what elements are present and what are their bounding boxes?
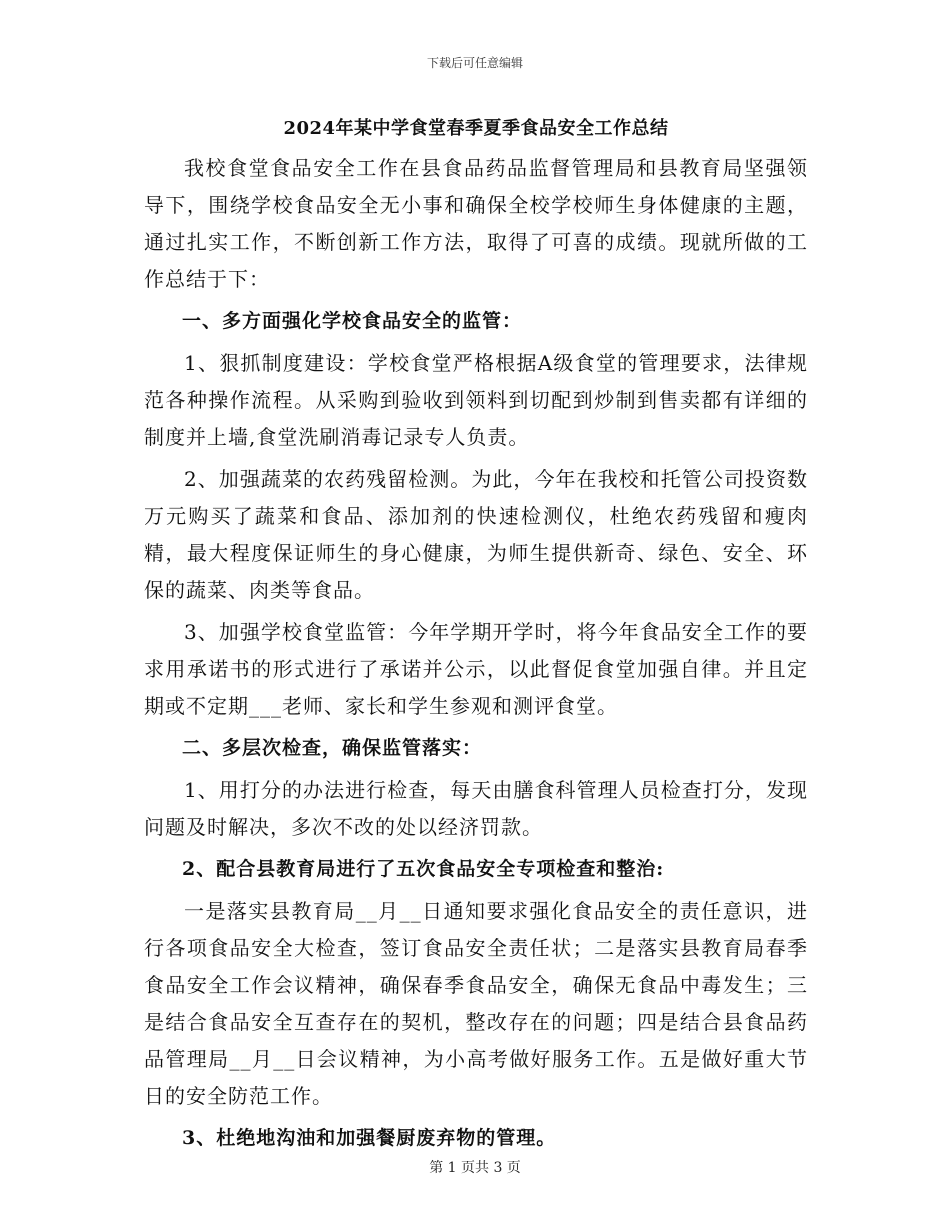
paragraph-2-1: 1、用打分的办法进行检查，每天由膳食科管理人员检查打分，发现问题及时解决，多次不改的处以经济罚款。	[144, 778, 808, 839]
paragraph-1-3: 3、加强学校食堂监管：今年学期开学时，将今年食品安全工作的要求用承诺书的形式进行了承诺并公示，以此督促食堂加强自律。并且定期或不定期___老师、家长和学生参观和测评食堂。	[144, 620, 808, 718]
paragraph-2-2: 一是落实县教育局__月__日通知要求强化食品安全的责任意识，进行各项食品安全大检查，签订食品安全责任状；二是落实县教育局春季食品安全工作会议精神，确保春季食品安全，确保无食品中毒发生；三是结合食品安全互查存在的契机，整改存在的问题；四是结合县食品药品管理局__月__日会议精神，为小高考做好服务工作。五是做好重大节日的安全防范工作。	[144, 899, 808, 1108]
section-heading-1: 一、多方面强化学校食品安全的监管：	[182, 310, 523, 332]
paragraph-1-1: 1、狠抓制度建设：学校食堂严格根据A级食堂的管理要求，法律规范各种操作流程。从采购到验收到领料到切配到炒制到售卖都有详细的制度并上墙,食堂洗刷消毒记录专人负责。	[144, 351, 808, 449]
download-note: 下载后可任意编辑	[426, 56, 523, 70]
intro-paragraph: 我校食堂食品安全工作在县食品药品监督管理局和县教育局坚强领导下，围绕学校食品安全无小事和确保全校学校师生身体健康的主题，通过扎实工作，不断创新工作方法，取得了可喜的成绩。现就所做的工作总结于下：	[144, 156, 808, 291]
document-title: 2024年某中学食堂春季夏季食品安全工作总结	[283, 118, 669, 139]
page-number: 第 1 页共 3 页	[429, 1160, 521, 1176]
section-heading-2: 二、多层次检查，确保监管落实：	[182, 737, 483, 759]
subsection-heading-2-3: 3、杜绝地沟油和加强餐厨废弃物的管理。	[182, 1127, 557, 1149]
paragraph-1-2: 2、加强蔬菜的农药残留检测。为此，今年在我校和托管公司投资数万元购买了蔬菜和食品、添加剂的快速检测仪，杜绝农药残留和瘦肉精，最大程度保证师生的身心健康，为师生提供新奇、绿色、安全、环保的蔬菜、肉类等食品。	[144, 467, 808, 602]
document-body	[144, 112, 808, 1157]
subsection-heading-2-2: 2、配合县教育局进行了五次食品安全专项检查和整治:	[182, 858, 665, 880]
